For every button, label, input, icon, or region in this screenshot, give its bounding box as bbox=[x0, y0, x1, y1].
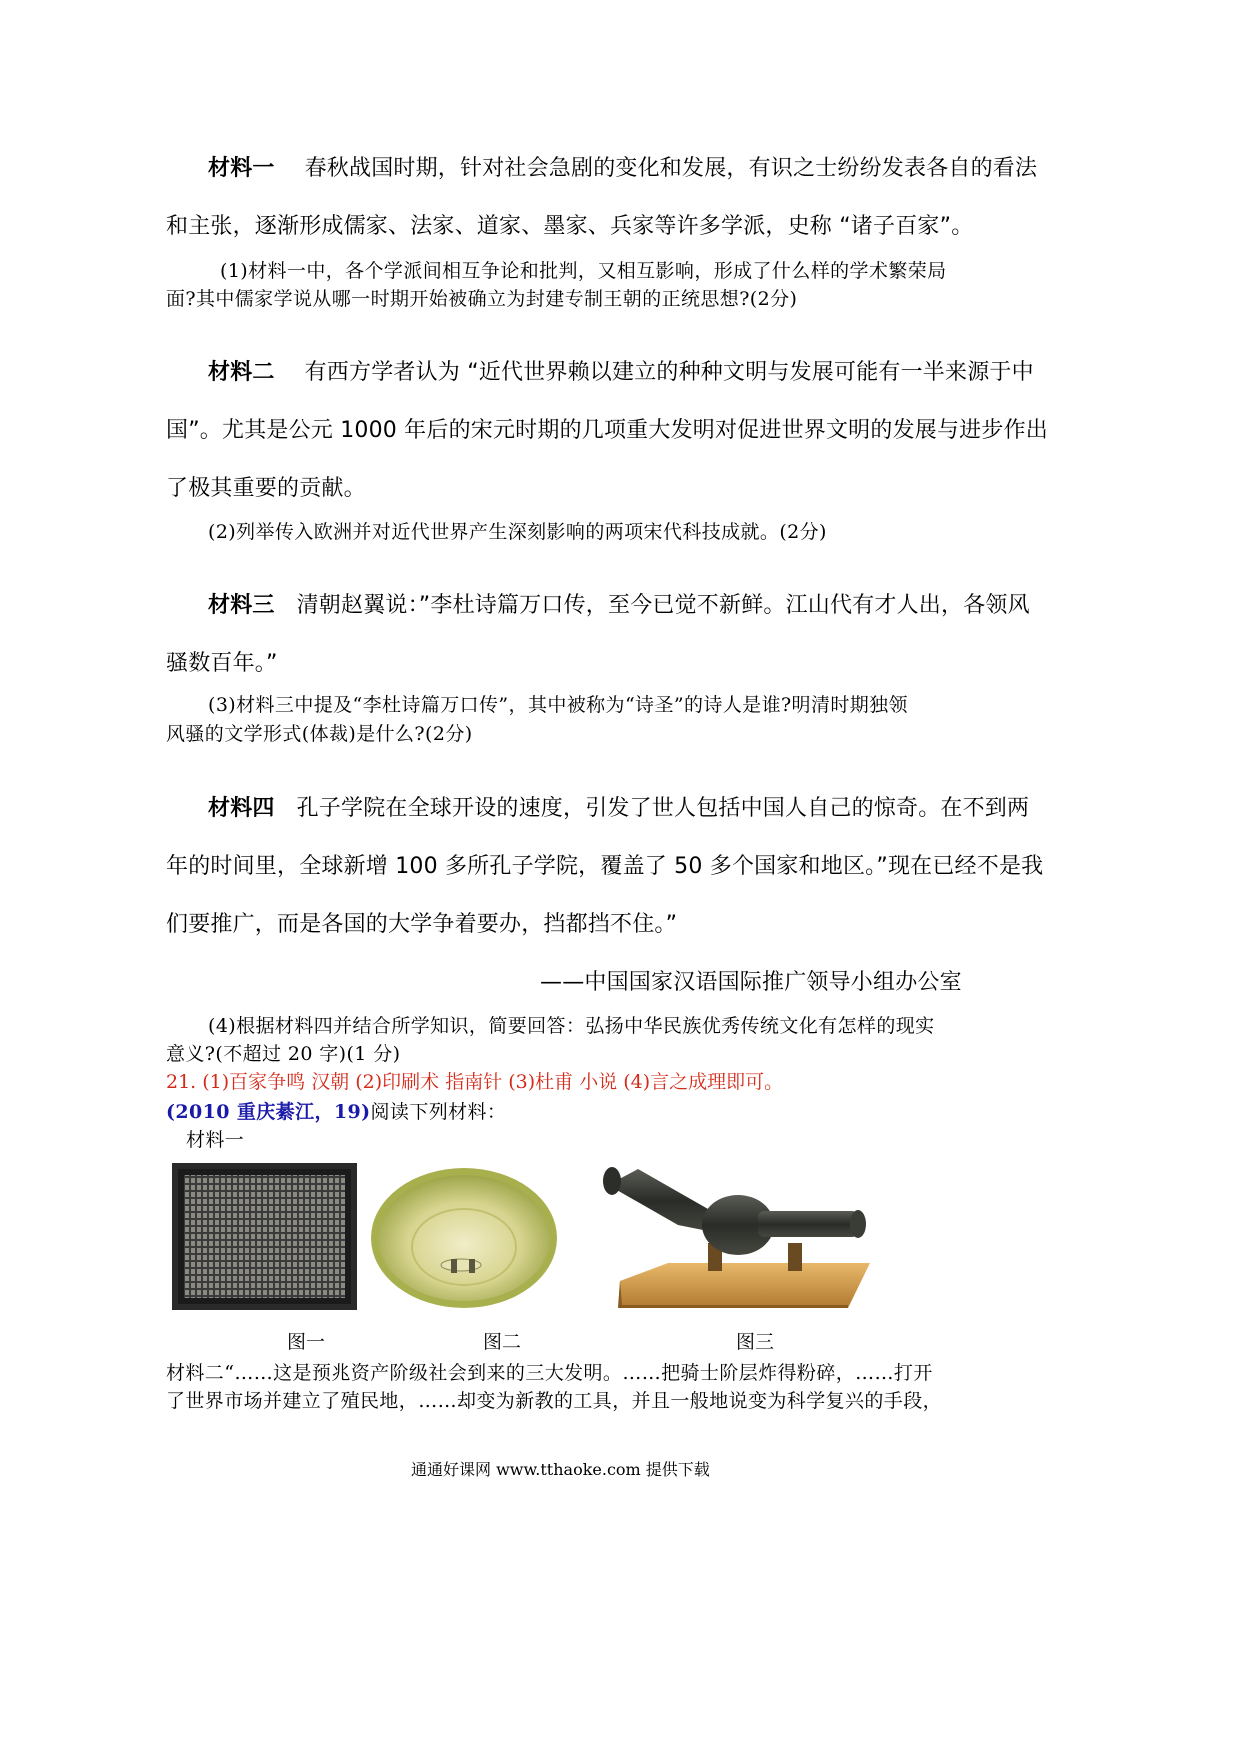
material4-line1 bbox=[208, 791, 1029, 822]
question1-line2: 面?其中儒家学说从哪一时期开始被确立为封建专制王朝的正统思想?(2分) bbox=[166, 288, 798, 310]
material4-label: 材料四 bbox=[208, 796, 275, 821]
next-question-intro bbox=[166, 1097, 506, 1124]
material1-text-1: 春秋战国时期，针对社会急剧的变化和发展，有识之士纷纷发表各自的看法 bbox=[304, 156, 1038, 181]
material2-line3: 了极其重要的贡献。 bbox=[166, 476, 366, 501]
question2-line1: (2)列举传入欧洲并对近代世界产生深刻影响的两项宋代科技成就。(2分) bbox=[208, 521, 827, 543]
question1-line1: (1)材料一中，各个学派间相互争论和批判，又相互影响，形成了什么样的学术繁荣局 bbox=[220, 260, 947, 282]
material4-line2: 年的时间里，全球新增 100 多所孔子学院，覆盖了 50 多个国家和地区。”现在已经不是我 bbox=[166, 854, 1044, 879]
page-footer: 通通好课网 www.tthaoke.com 提供下载 bbox=[411, 1460, 710, 1479]
question-source: (2010 重庆綦江，19) bbox=[166, 1101, 371, 1123]
figure-caption-2: 图二 bbox=[483, 1331, 522, 1353]
figure-caption-3: 图三 bbox=[736, 1331, 775, 1353]
material2-label: 材料二 bbox=[208, 360, 275, 385]
material2b-line1: 材料二“……这是预兆资产阶级社会到来的三大发明。……把骑士阶层炸得粉碎，……打开 bbox=[166, 1362, 933, 1384]
material3-line1 bbox=[208, 588, 1030, 619]
material1-label: 材料一 bbox=[208, 156, 275, 181]
question3-line1: (3)材料三中提及“李杜诗篇万口传”，其中被称为“诗圣”的诗人是谁?明清时期独领 bbox=[208, 694, 908, 716]
material4-line3: 们要推广，而是各国的大学争着要办，挡都挡不住。” bbox=[166, 912, 678, 937]
answer-21: 21. (1)百家争鸣 汉朝 (2)印刷术 指南针 (3)杜甫 小说 (4)言之成理即可。 bbox=[166, 1071, 784, 1093]
material2b-line2: 了世界市场并建立了殖民地，……却变为新教的工具，并且一般地说变为科学复兴的手段， bbox=[166, 1390, 943, 1412]
movable-type-printing-plate-icon bbox=[172, 1163, 357, 1310]
bronze-cannon-icon bbox=[598, 1163, 870, 1310]
question4-line2: 意义?(不超过 20 字)(1 分) bbox=[166, 1043, 401, 1065]
material4-source: ——中国国家汉语国际推广领导小组办公室 bbox=[540, 970, 962, 995]
material2-line2: 国”。尤其是公元 1000 年后的宋元时期的几项重大发明对促进世界文明的发展与进步作出 bbox=[166, 418, 1048, 443]
material3-text-1: 清朝赵翼说：”李杜诗篇万口传，至今已觉不新鲜。江山代有才人出，各领风 bbox=[296, 593, 1030, 618]
question3-line2: 风骚的文学形式(体裁)是什么?(2分) bbox=[166, 723, 473, 745]
figure-caption-1: 图一 bbox=[287, 1331, 326, 1353]
material1-label-b: 材料一 bbox=[186, 1129, 245, 1151]
compass-bowl-icon bbox=[369, 1165, 559, 1310]
question-prompt: 阅读下列材料： bbox=[370, 1101, 507, 1123]
material1-line2: 和主张，逐渐形成儒家、法家、道家、墨家、兵家等许多学派，史称 “诸子百家”。 bbox=[166, 214, 974, 239]
material1-line1 bbox=[208, 151, 1037, 182]
material3-label: 材料三 bbox=[208, 593, 275, 618]
material3-line2: 骚数百年。” bbox=[166, 651, 278, 676]
material4-text-1: 孔子学院在全球开设的速度，引发了世人包括中国人自己的惊奇。在不到两 bbox=[296, 796, 1030, 821]
material2-text-1: 有西方学者认为 “近代世界赖以建立的种种文明与发展可能有一半来源于中 bbox=[304, 360, 1034, 385]
question4-line1: (4)根据材料四并结合所学知识，简要回答：弘扬中华民族优秀传统文化有怎样的现实 bbox=[208, 1015, 935, 1037]
material2-line1 bbox=[208, 355, 1034, 386]
